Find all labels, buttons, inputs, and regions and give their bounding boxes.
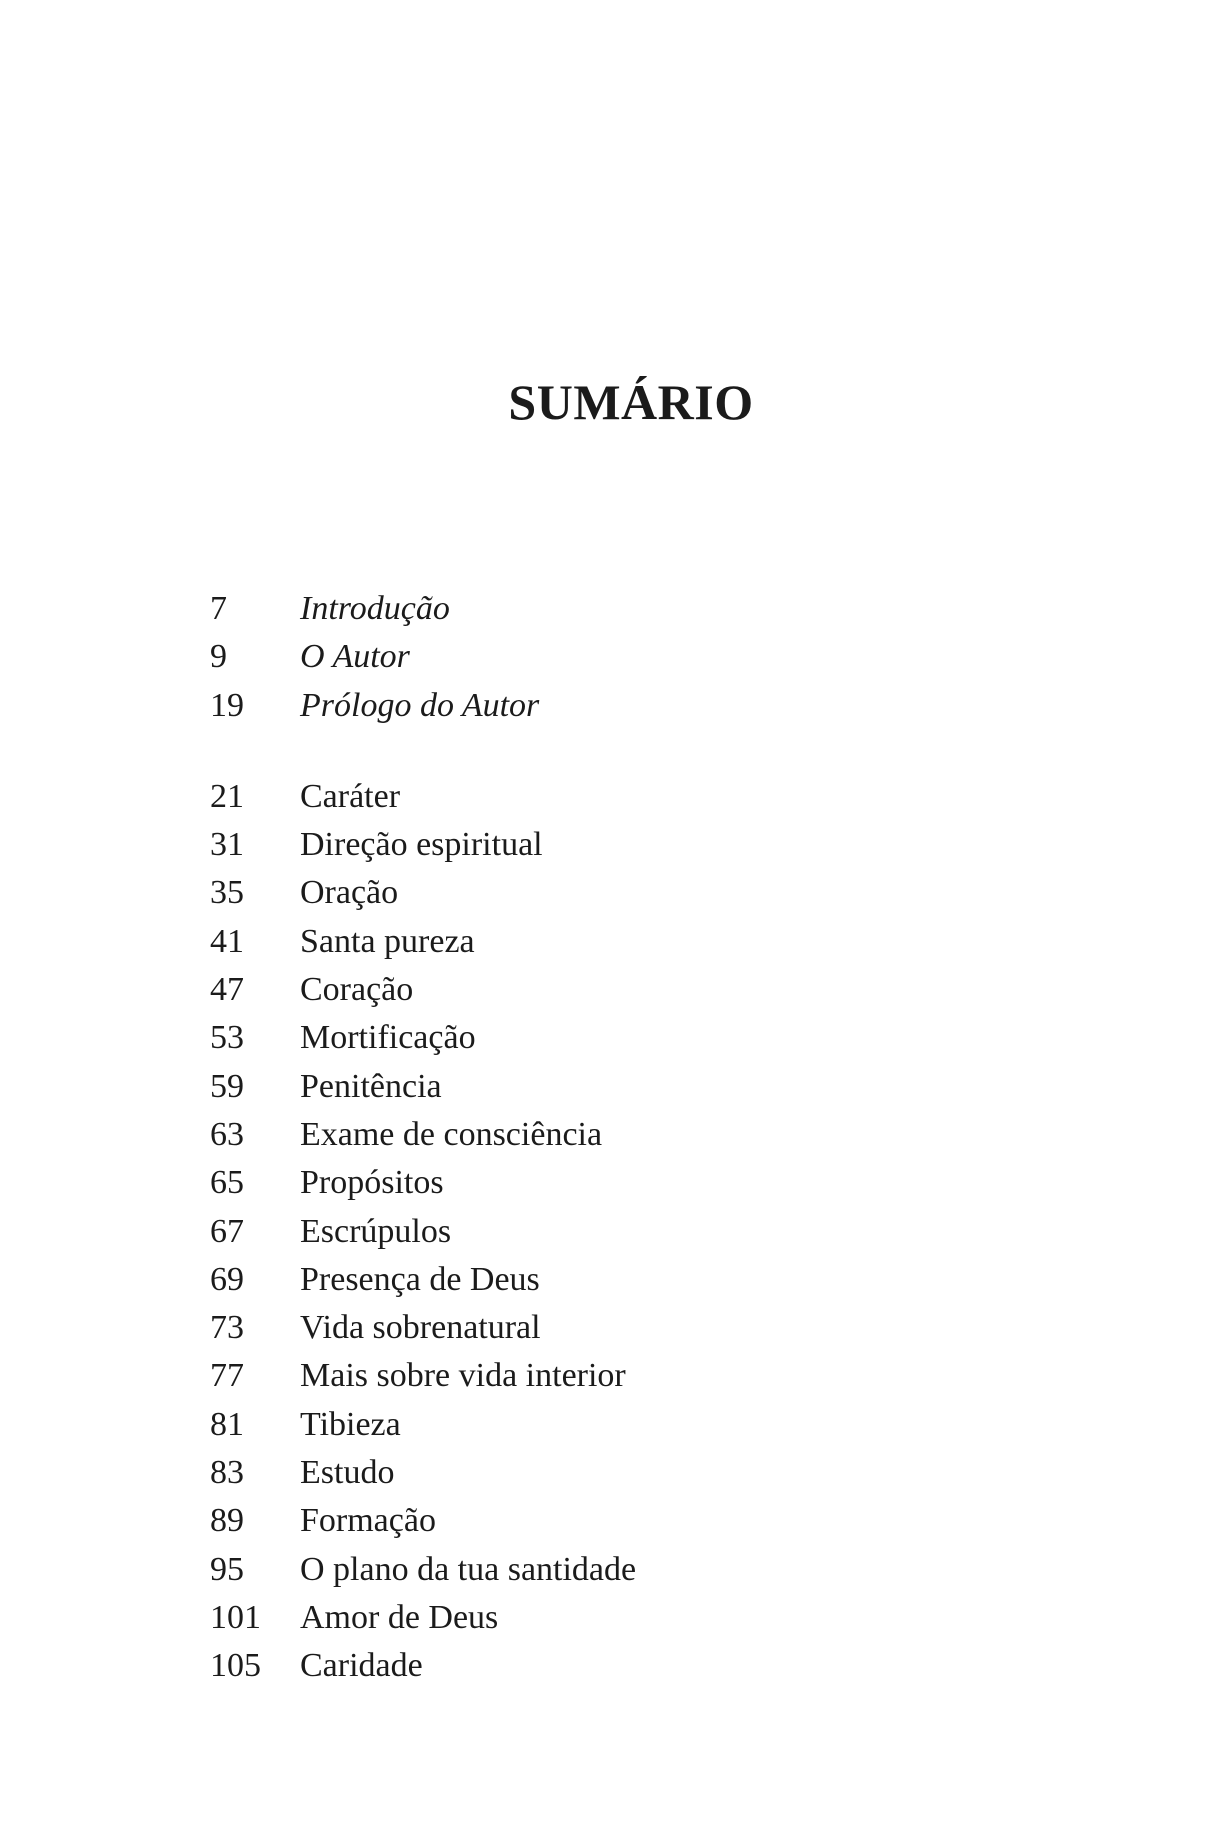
toc-entry-page-number: 101 (210, 1598, 261, 1636)
toc-entry (210, 585, 636, 633)
toc-entry-page-number: 59 (210, 1067, 244, 1105)
toc-entry-title: Caridade (300, 1647, 423, 1685)
toc-entry (210, 1063, 636, 1111)
toc-entry (210, 1304, 636, 1352)
toc-entry-page-number: 7 (210, 590, 227, 627)
toc-entry-title: Tibieza (300, 1405, 401, 1443)
toc-entry (210, 773, 636, 821)
toc-entry-page-number: 65 (210, 1164, 244, 1202)
toc-entry (210, 1594, 636, 1642)
toc-entry-page-number: 31 (210, 826, 244, 864)
toc-entry (210, 682, 636, 730)
toc-entry (210, 1497, 636, 1545)
toc-entry-title: Prólogo do Autor (300, 686, 540, 724)
toc-entry-title: Escrúpulos (300, 1212, 452, 1250)
toc-entry (210, 869, 636, 917)
toc-entry-title: Oração (300, 874, 399, 912)
toc-entry-title: Exame de consciência (300, 1115, 603, 1153)
toc-entry (210, 821, 636, 869)
page-title: SUMÁRIO (508, 373, 754, 430)
toc-entry-page-number: 105 (210, 1647, 261, 1685)
toc-entry-page-number: 83 (210, 1454, 244, 1492)
toc-entry-page-number: 9 (210, 638, 227, 676)
toc-entry-title: Mais sobre vida interior (300, 1357, 626, 1395)
toc-entry-page-number: 95 (210, 1550, 244, 1588)
toc-entry-title: O Autor (300, 638, 410, 676)
toc-entry (210, 1401, 636, 1449)
toc-entry (210, 918, 636, 966)
toc-entry-page-number: 89 (210, 1502, 244, 1540)
toc-entry (210, 1449, 636, 1497)
toc-entry (210, 1546, 636, 1594)
toc-entry-title: Santa pureza (300, 922, 475, 960)
toc-entry-title: Estudo (300, 1454, 395, 1492)
toc-entry-title: Coração (300, 971, 414, 1009)
toc-entry-page-number: 53 (210, 1019, 244, 1057)
toc-entry-title: Direção espiritual (300, 826, 543, 864)
toc-entry-title: Propósitos (300, 1164, 444, 1202)
toc-entry (210, 1111, 636, 1159)
toc-entry (210, 633, 636, 681)
toc-entry (210, 1256, 636, 1304)
toc-entry-title: Mortificação (300, 1019, 476, 1057)
toc-entry (210, 966, 636, 1014)
toc-entry-title: Caráter (300, 777, 401, 815)
toc-entry-title: Vida sobrenatural (300, 1309, 541, 1347)
toc-entry-page-number: 35 (210, 874, 244, 912)
toc-entry-title: Penitência (300, 1067, 442, 1105)
toc-entry-title: Introdução (300, 590, 450, 627)
table-of-contents (210, 585, 636, 1691)
toc-entry-page-number: 73 (210, 1309, 244, 1347)
toc-entry-page-number: 81 (210, 1405, 244, 1443)
toc-entry-title: Presença de Deus (300, 1260, 540, 1298)
toc-entry-title: Formação (300, 1502, 436, 1540)
toc-chapters-group (210, 773, 636, 1691)
toc-entry-page-number: 47 (210, 971, 244, 1009)
toc-front-matter-group (210, 585, 636, 730)
toc-entry (210, 1159, 636, 1207)
toc-entry (210, 1642, 636, 1690)
toc-entry-page-number: 41 (210, 922, 244, 960)
toc-entry-page-number: 19 (210, 686, 244, 724)
toc-entry-page-number: 67 (210, 1212, 244, 1250)
toc-entry-title: Amor de Deus (300, 1598, 499, 1636)
toc-entry (210, 1208, 636, 1256)
toc-group-divider (210, 730, 636, 773)
toc-entry-page-number: 69 (210, 1260, 244, 1298)
toc-entry-title: O plano da tua santidade (300, 1550, 637, 1588)
toc-entry (210, 1352, 636, 1400)
toc-entry-page-number: 21 (210, 777, 244, 815)
toc-entry-page-number: 63 (210, 1115, 244, 1153)
toc-entry (210, 1014, 636, 1062)
toc-entry-page-number: 77 (210, 1357, 244, 1395)
